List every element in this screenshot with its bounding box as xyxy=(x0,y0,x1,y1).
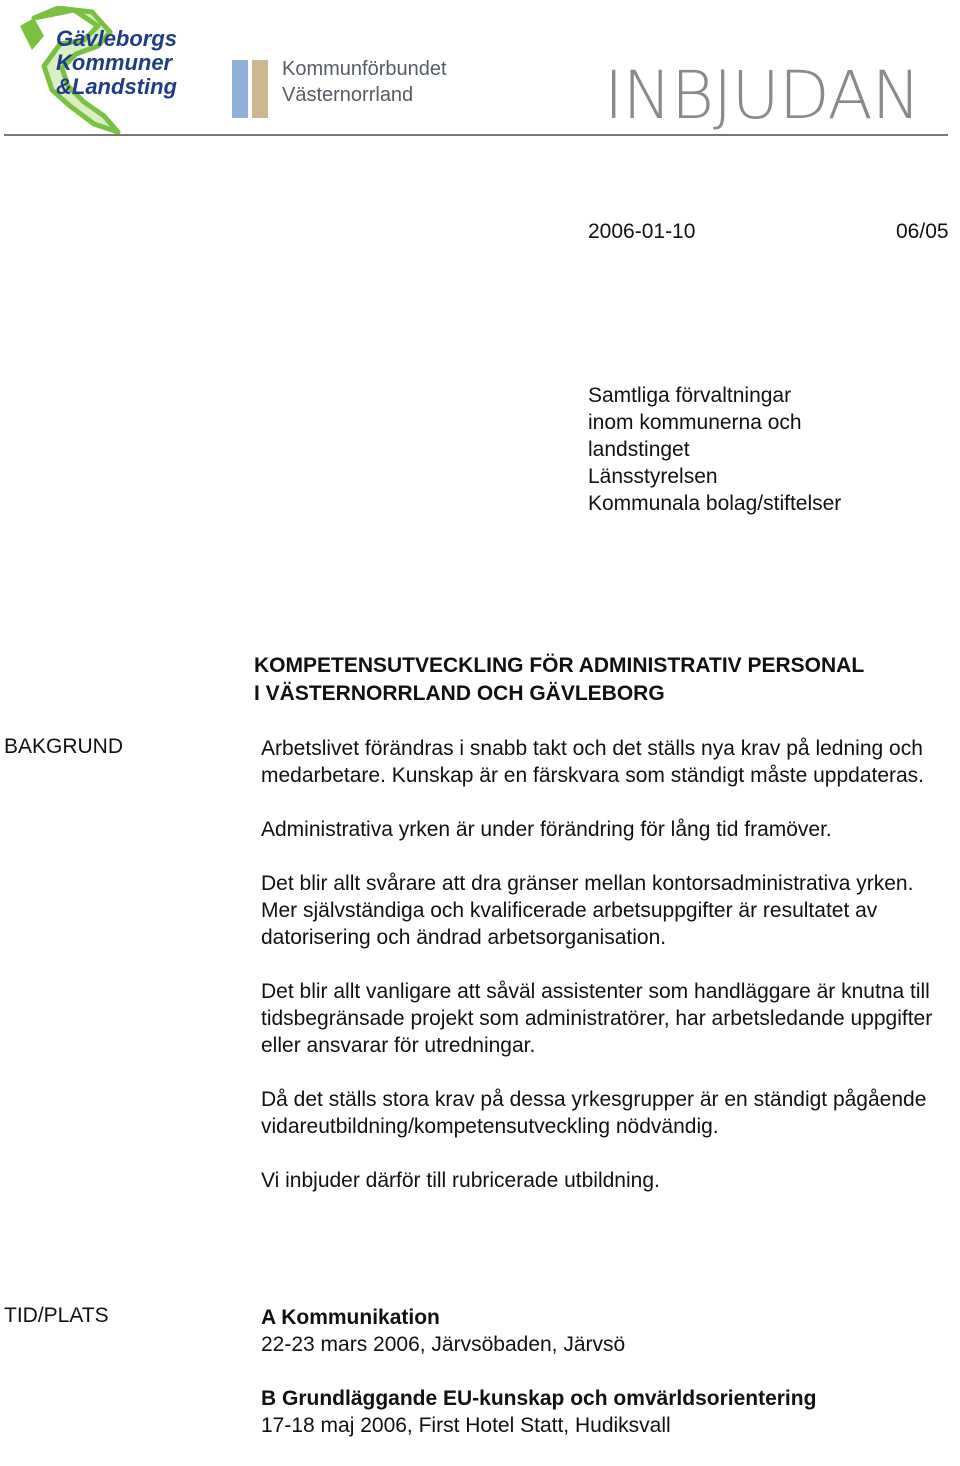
background-paragraph: Det blir allt svårare att dra gränser mellan kontorsadministrativa yrken. Mer självständiga och kvalificerade arbetsuppgifter är resultatet av datorisering och ändrad arbetsorganisation. xyxy=(261,872,914,949)
kf-logo-text xyxy=(282,56,482,108)
kf-logo-line2: Västernorrland xyxy=(282,84,414,106)
section-label-time-place: TID/PLATS xyxy=(4,1304,109,1327)
background-paragraph: Vi inbjuder därför till rubricerade utbildning. xyxy=(261,1169,660,1192)
background-paragraph: Arbetslivet förändras i snabb takt och det ställs nya krav på ledning och medarbetare. Kunskap är en färskvara som ständigt måste uppdateras. xyxy=(261,737,925,787)
recipient-line: inom kommunerna och xyxy=(588,411,802,434)
kf-logo-bar-tan xyxy=(252,60,268,118)
kf-logo-mark xyxy=(232,60,274,118)
background-body xyxy=(261,735,941,1221)
background-paragraph: Administrativa yrken är under förändring för lång tid framöver. xyxy=(261,818,832,841)
recipient-line: Länsstyrelsen xyxy=(588,465,718,488)
document-title: INBJUDAN xyxy=(604,57,921,134)
course-title: A Kommunikation xyxy=(261,1306,440,1329)
kf-logo-line1: Kommunförbundet xyxy=(282,58,447,80)
recipient-line: landstinget xyxy=(588,438,690,461)
background-paragraph: Det blir allt vanligare att såväl assistenter som handläggare är knutna till tidsbegränsade projekt som administratörer, har arbetsledande uppgifter eller ansvarar för utredningar. xyxy=(261,980,933,1057)
course-item xyxy=(261,1304,941,1358)
course-detail: 17-18 maj 2006, First Hotel Statt, Hudiksvall xyxy=(261,1414,671,1437)
logo-gk-line3: &Landsting xyxy=(56,74,177,99)
header-divider xyxy=(4,134,948,136)
heading-line2: I VÄSTERNORRLAND OCH GÄVLEBORG xyxy=(254,682,665,705)
logo-gk-line2: Kommuner xyxy=(56,50,173,75)
recipient-line: Samtliga förvaltningar xyxy=(588,384,792,407)
course-item xyxy=(261,1385,941,1439)
document-number: 06/05 xyxy=(896,220,949,243)
logo-gk-line1: Gävleborgs xyxy=(56,26,178,51)
heading-line1: KOMPETENSUTVECKLING FÖR ADMINISTRATIV PERSONAL xyxy=(254,654,865,677)
recipient-line: Kommunala bolag/stiftelser xyxy=(588,492,842,515)
section-label-background: BAKGRUND xyxy=(4,735,124,758)
background-paragraph: Då det ställs stora krav på dessa yrkesgrupper är en ständigt pågående vidareutbildning/kompetensutveckling nödvändig. xyxy=(261,1088,927,1138)
document-date: 2006-01-10 xyxy=(588,220,696,243)
gavleborg-logo xyxy=(14,6,210,138)
course-title: B Grundläggande EU-kunskap och omvärldsorientering xyxy=(261,1387,817,1410)
kf-logo-bar-blue xyxy=(232,60,248,118)
document-heading xyxy=(254,652,864,708)
recipients-block xyxy=(588,382,841,517)
course-detail: 22-23 mars 2006, Järvsöbaden, Järvsö xyxy=(261,1333,626,1356)
